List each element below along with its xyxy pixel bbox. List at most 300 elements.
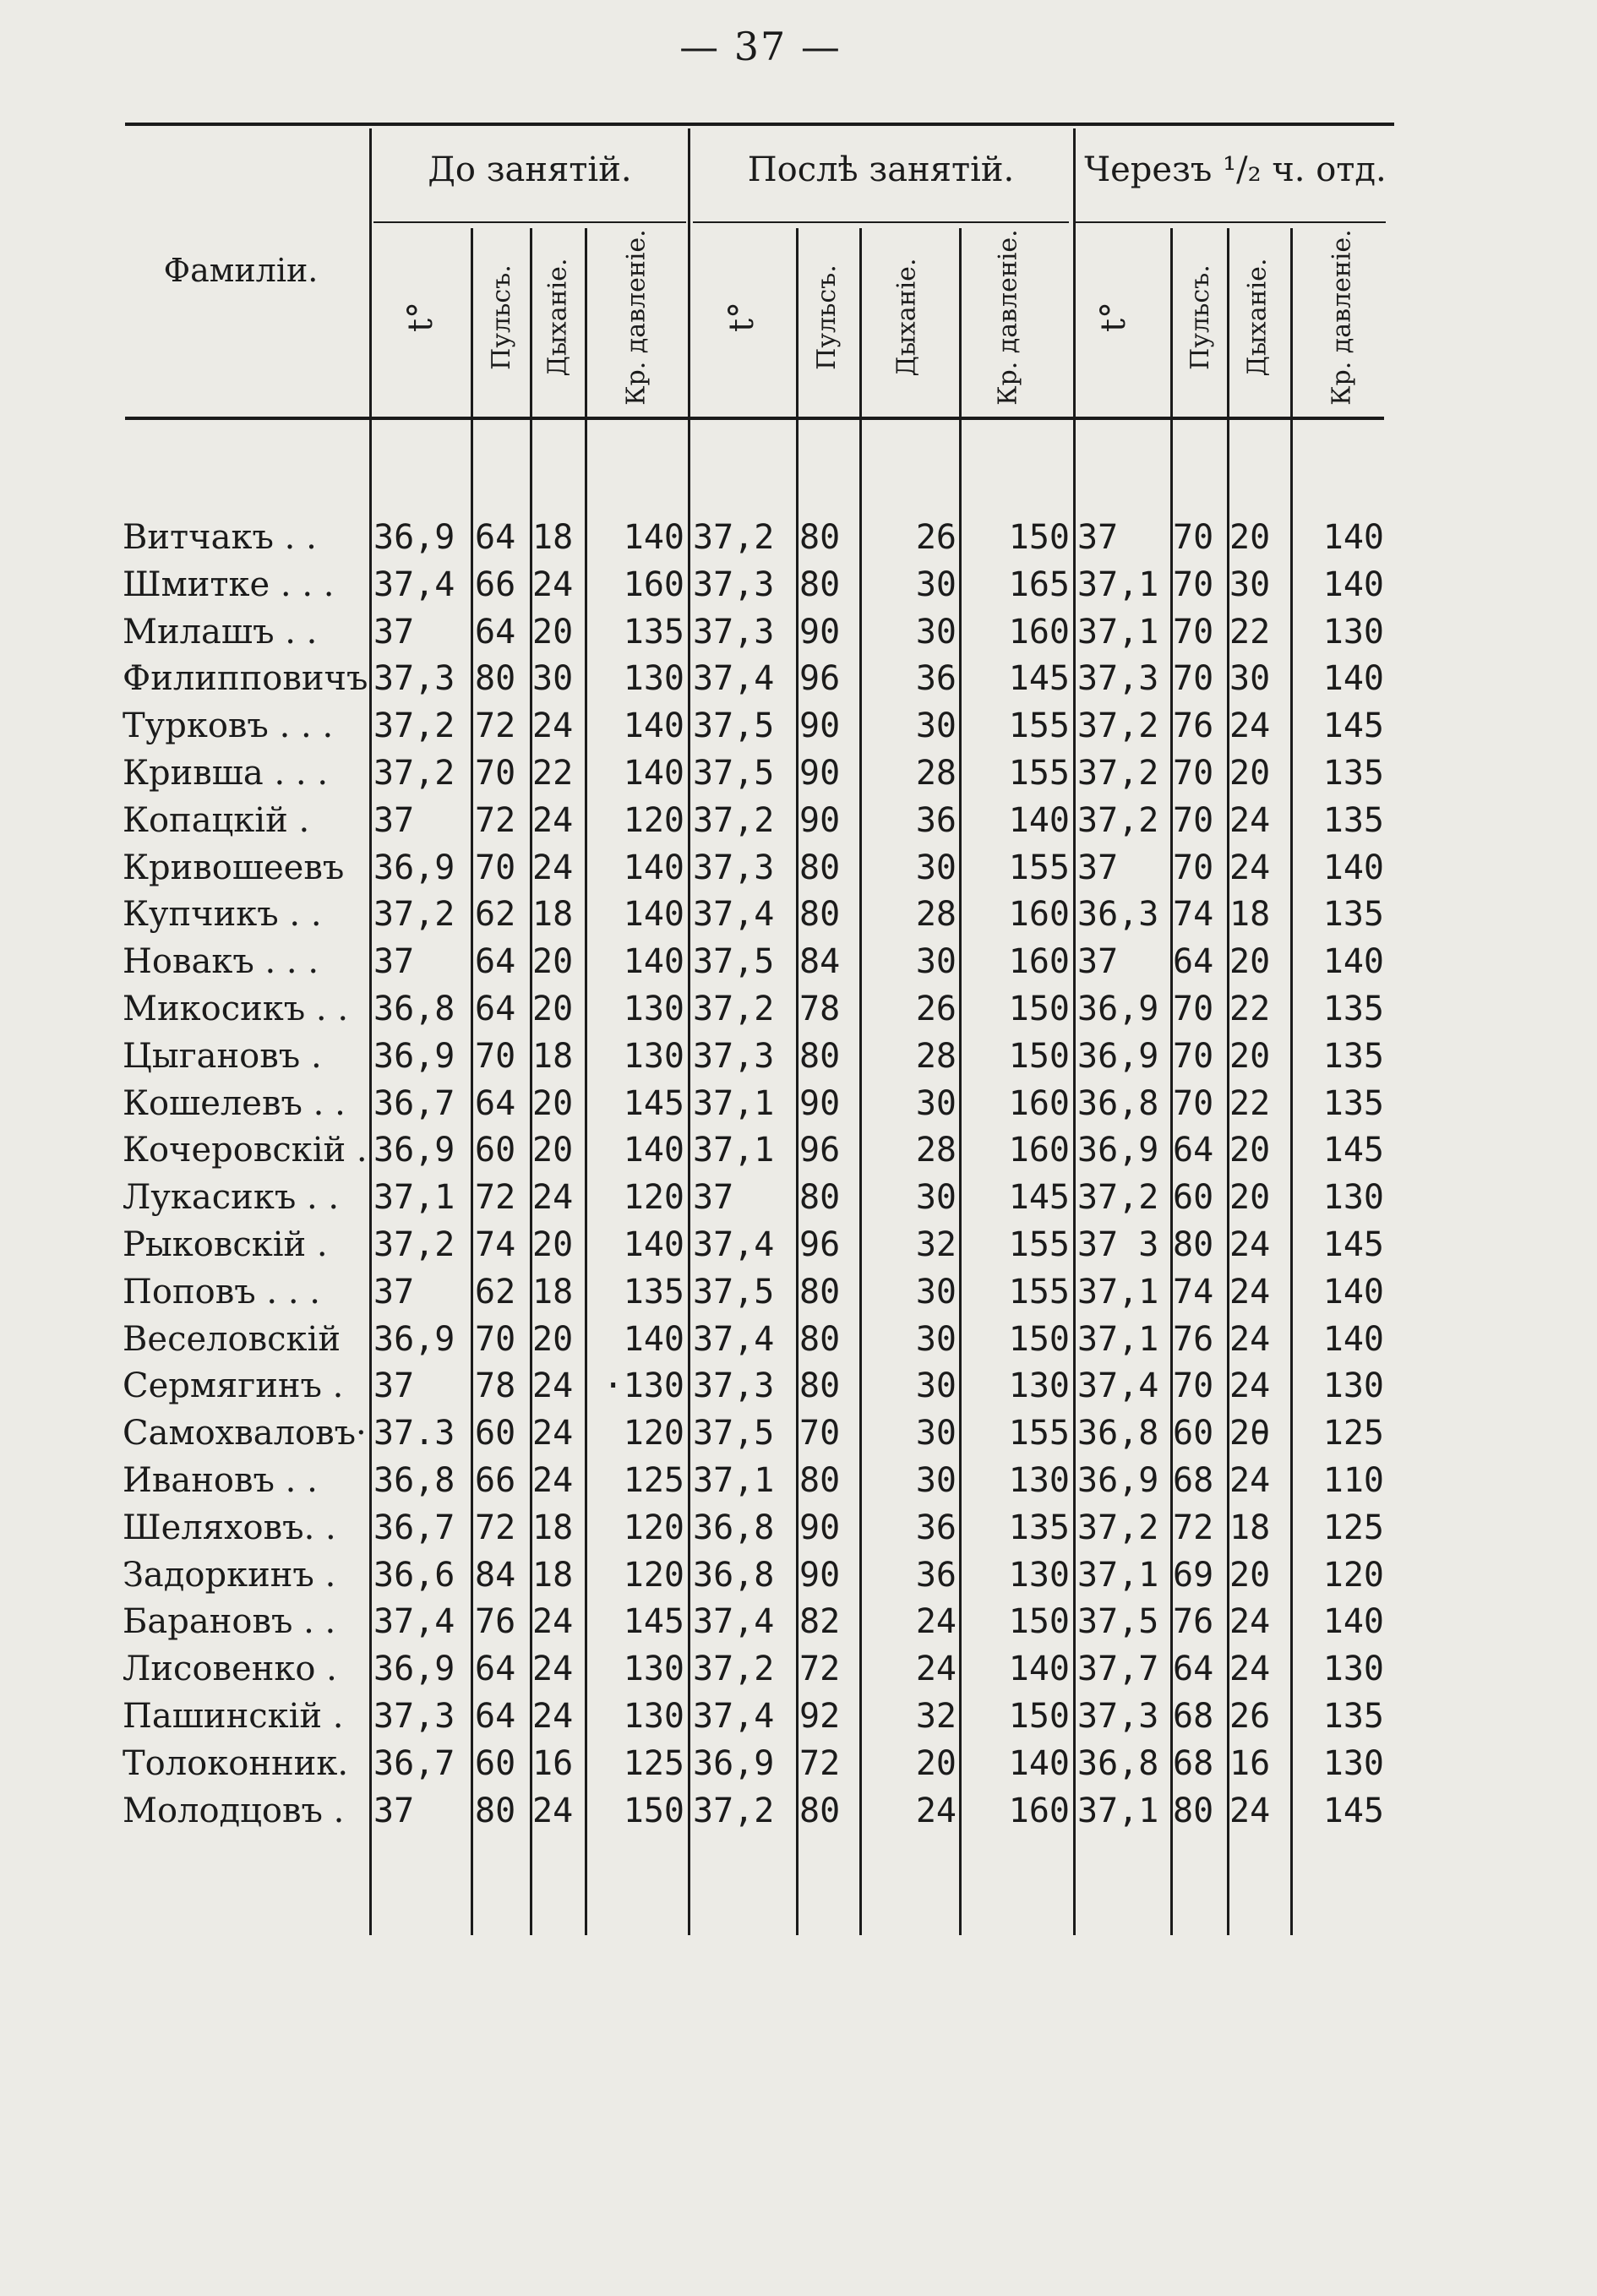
cell-pressure: ·130 bbox=[602, 1366, 684, 1405]
subhead-breath: Дыханіе. bbox=[1242, 258, 1273, 376]
cell-pressure: 125 bbox=[623, 1461, 684, 1500]
cell-pulse: 72 bbox=[475, 801, 516, 840]
cell-pulse: 70 bbox=[1173, 613, 1214, 652]
cell-breath: 18 bbox=[532, 1273, 574, 1312]
cell-pressure: 130 bbox=[1322, 1744, 1384, 1783]
cell-temp: 37,1 bbox=[693, 1084, 775, 1123]
cell-pulse: 80 bbox=[799, 895, 841, 934]
table-row bbox=[0, 1126, 1597, 1174]
row-surname: Новакъ . . . bbox=[123, 942, 319, 981]
cell-pressure: 140 bbox=[623, 518, 684, 557]
cell-temp: 37 bbox=[1077, 942, 1119, 981]
cell-pulse: 72 bbox=[475, 706, 516, 745]
cell-pressure: 125 bbox=[1322, 1508, 1384, 1547]
table-row bbox=[0, 891, 1597, 938]
cell-pulse: 70 bbox=[1173, 1037, 1214, 1076]
cell-pressure: 155 bbox=[1008, 1414, 1070, 1453]
cell-breath: 24 bbox=[532, 706, 574, 745]
cell-breath: 26 bbox=[1229, 1697, 1271, 1736]
table-row bbox=[0, 1174, 1597, 1221]
cell-temp: 37,3 bbox=[1077, 1697, 1159, 1736]
table-row bbox=[0, 561, 1597, 608]
cell-pressure: 160 bbox=[1008, 1084, 1070, 1123]
cell-pressure: 130 bbox=[1322, 1178, 1384, 1217]
cell-pressure: 140 bbox=[1322, 1602, 1384, 1641]
table-row bbox=[0, 1645, 1597, 1693]
cell-pulse: 64 bbox=[475, 518, 516, 557]
row-surname: Кривошеевъ bbox=[123, 848, 345, 887]
cell-pulse: 90 bbox=[799, 754, 841, 793]
cell-pressure: 140 bbox=[1008, 1650, 1070, 1688]
cell-breath: 24 bbox=[1229, 1320, 1271, 1359]
cell-pulse: 60 bbox=[1173, 1178, 1214, 1217]
cell-pulse: 64 bbox=[475, 1697, 516, 1736]
cell-pulse: 72 bbox=[799, 1744, 841, 1783]
table-row bbox=[0, 1316, 1597, 1363]
table-row bbox=[0, 608, 1597, 656]
page-number: — 37 — bbox=[679, 24, 842, 69]
cell-temp: 37,4 bbox=[693, 1225, 775, 1264]
cell-pressure: 150 bbox=[1008, 990, 1070, 1028]
cell-breath: 36 bbox=[915, 659, 957, 698]
cell-pulse: 70 bbox=[475, 754, 516, 793]
cell-pressure: 130 bbox=[623, 1650, 684, 1688]
cell-pressure: 145 bbox=[623, 1084, 684, 1123]
table-row bbox=[0, 655, 1597, 702]
cell-breath: 30 bbox=[915, 1320, 957, 1359]
cell-pressure: 155 bbox=[1008, 1273, 1070, 1312]
cell-temp: 36,9 bbox=[373, 1037, 455, 1076]
cell-pulse: 80 bbox=[475, 659, 516, 698]
cell-temp: 37 bbox=[373, 942, 415, 981]
cell-pressure: 130 bbox=[1008, 1366, 1070, 1405]
cell-breath: 26 bbox=[915, 518, 957, 557]
cell-pressure: 145 bbox=[623, 1602, 684, 1641]
row-surname: Лукасикъ . . bbox=[123, 1178, 340, 1217]
cell-temp: 37,5 bbox=[693, 1273, 775, 1312]
row-surname: Турковъ . . . bbox=[123, 706, 334, 745]
cell-temp: 37,1 bbox=[693, 1461, 775, 1500]
row-surname: Веселовскій bbox=[123, 1320, 341, 1359]
cell-temp: 37,2 bbox=[693, 990, 775, 1028]
cell-pressure: 125 bbox=[623, 1744, 684, 1783]
cell-pressure: 135 bbox=[1322, 990, 1384, 1028]
cell-temp: 36,7 bbox=[373, 1084, 455, 1123]
cell-temp: 36,9 bbox=[373, 1650, 455, 1688]
cell-pulse: 64 bbox=[475, 990, 516, 1028]
cell-pressure: 155 bbox=[1008, 1225, 1070, 1264]
cell-breath: 22 bbox=[1229, 1084, 1271, 1123]
cell-pulse: 60 bbox=[475, 1744, 516, 1783]
cell-temp: 36,9 bbox=[1077, 990, 1159, 1028]
row-surname: Барановъ . . bbox=[123, 1602, 336, 1641]
cell-pressure: 140 bbox=[623, 1320, 684, 1359]
row-surname: Молодцовъ . bbox=[123, 1792, 345, 1830]
cell-temp: 37,5 bbox=[1077, 1602, 1159, 1641]
cell-breath: 20 bbox=[1229, 754, 1271, 793]
cell-pulse: 60 bbox=[475, 1131, 516, 1170]
cell-temp: 37,3 bbox=[693, 1037, 775, 1076]
cell-temp: 37 bbox=[693, 1178, 734, 1217]
cell-temp: 37 3 bbox=[1077, 1225, 1159, 1264]
cell-temp: 37,3 bbox=[1077, 659, 1159, 698]
cell-temp: 37,3 bbox=[693, 1366, 775, 1405]
cell-breath: 28 bbox=[915, 895, 957, 934]
cell-temp: 37.3 bbox=[373, 1414, 455, 1453]
cell-pulse: 64 bbox=[475, 613, 516, 652]
cell-temp: 37,2 bbox=[1077, 801, 1159, 840]
cell-pressure: 160 bbox=[623, 565, 684, 604]
cell-pulse: 64 bbox=[1173, 942, 1214, 981]
cell-pulse: 80 bbox=[799, 565, 841, 604]
cell-pulse: 72 bbox=[1173, 1508, 1214, 1547]
cell-breath: 20 bbox=[1229, 1037, 1271, 1076]
cell-temp: 37,2 bbox=[373, 706, 455, 745]
cell-temp: 37 bbox=[373, 1366, 415, 1405]
cell-breath: 18 bbox=[532, 1508, 574, 1547]
cell-breath: 18 bbox=[1229, 895, 1271, 934]
cell-breath: 22 bbox=[1229, 613, 1271, 652]
cell-breath: 24 bbox=[532, 1650, 574, 1688]
cell-breath: 24 bbox=[1229, 1461, 1271, 1500]
group-before: До занятій. bbox=[428, 150, 632, 189]
cell-pulse: 78 bbox=[475, 1366, 516, 1405]
cell-breath: 24 bbox=[1229, 848, 1271, 887]
cell-temp: 37,7 bbox=[1077, 1650, 1159, 1688]
row-surname: Пашинскій . bbox=[123, 1697, 344, 1736]
row-surname: Купчикъ . . bbox=[123, 895, 322, 934]
table-row bbox=[0, 702, 1597, 750]
group-rest: Черезъ ¹/₂ ч. отд. bbox=[1084, 150, 1387, 189]
cell-pressure: 130 bbox=[1322, 613, 1384, 652]
cell-pulse: 96 bbox=[799, 1131, 841, 1170]
cell-breath: 20 bbox=[1229, 942, 1271, 981]
cell-pressure: 145 bbox=[1322, 1225, 1384, 1264]
cell-pressure: 150 bbox=[1008, 1602, 1070, 1641]
cell-pressure: 160 bbox=[1008, 895, 1070, 934]
cell-pressure: 140 bbox=[623, 942, 684, 981]
cell-temp: 37,4 bbox=[693, 659, 775, 698]
subhead-temp: t° bbox=[722, 301, 761, 333]
cell-pulse: 90 bbox=[799, 1084, 841, 1123]
cell-pulse: 72 bbox=[475, 1508, 516, 1547]
cell-breath: 20 bbox=[532, 1320, 574, 1359]
cell-temp: 37,4 bbox=[693, 895, 775, 934]
cell-pressure: 145 bbox=[1008, 1178, 1070, 1217]
cell-pressure: 130 bbox=[623, 990, 684, 1028]
cell-temp: 36,8 bbox=[693, 1556, 775, 1595]
table-row bbox=[0, 1268, 1597, 1316]
cell-temp: 37,3 bbox=[693, 565, 775, 604]
cell-pressure: 130 bbox=[1008, 1461, 1070, 1500]
cell-temp: 36,8 bbox=[693, 1508, 775, 1547]
cell-pulse: 70 bbox=[1173, 990, 1214, 1028]
cell-breath: 16 bbox=[1229, 1744, 1271, 1783]
cell-temp: 36,7 bbox=[373, 1508, 455, 1547]
cell-breath: 22 bbox=[532, 754, 574, 793]
cell-temp: 37 bbox=[1077, 518, 1119, 557]
cell-pressure: 130 bbox=[623, 1697, 684, 1736]
cell-temp: 36,6 bbox=[373, 1556, 455, 1595]
cell-pulse: 80 bbox=[799, 848, 841, 887]
cell-pulse: 66 bbox=[475, 1461, 516, 1500]
cell-temp: 37,3 bbox=[693, 613, 775, 652]
cell-breath: 24 bbox=[532, 1792, 574, 1830]
cell-breath: 24 bbox=[1229, 706, 1271, 745]
cell-pulse: 90 bbox=[799, 706, 841, 745]
cell-breath: 24 bbox=[532, 801, 574, 840]
cell-pulse: 76 bbox=[1173, 706, 1214, 745]
cell-pressure: 135 bbox=[1322, 1037, 1384, 1076]
row-surname: Филипповичъ bbox=[123, 659, 368, 698]
cell-pressure: 150 bbox=[623, 1792, 684, 1830]
cell-pulse: 80 bbox=[1173, 1792, 1214, 1830]
cell-pressure: 140 bbox=[1008, 801, 1070, 840]
cell-pulse: 76 bbox=[475, 1602, 516, 1641]
cell-breath: 36 bbox=[915, 801, 957, 840]
cell-pressure: 120 bbox=[623, 801, 684, 840]
cell-breath: 20 bbox=[1229, 1178, 1271, 1217]
cell-pulse: 70 bbox=[1173, 565, 1214, 604]
cell-pulse: 80 bbox=[1173, 1225, 1214, 1264]
cell-breath: 20 bbox=[915, 1744, 957, 1783]
cell-breath: 24 bbox=[1229, 1273, 1271, 1312]
cell-temp: 37,2 bbox=[373, 895, 455, 934]
cell-breath: 30 bbox=[532, 659, 574, 698]
table-row bbox=[0, 1598, 1597, 1645]
cell-breath: 30 bbox=[915, 1273, 957, 1312]
cell-breath: 24 bbox=[532, 1697, 574, 1736]
cell-pressure: 145 bbox=[1322, 706, 1384, 745]
cell-temp: 36,9 bbox=[373, 1131, 455, 1170]
cell-pulse: 68 bbox=[1173, 1697, 1214, 1736]
cell-temp: 36,3 bbox=[1077, 895, 1159, 934]
group-underline-3 bbox=[1075, 221, 1386, 223]
cell-temp: 37,1 bbox=[1077, 1273, 1159, 1312]
cell-pulse: 70 bbox=[1173, 801, 1214, 840]
table-row bbox=[0, 514, 1597, 561]
cell-breath: 28 bbox=[915, 1131, 957, 1170]
cell-pulse: 70 bbox=[1173, 659, 1214, 698]
cell-temp: 37,3 bbox=[693, 848, 775, 887]
cell-breath: 30 bbox=[915, 706, 957, 745]
cell-pulse: 80 bbox=[799, 1273, 841, 1312]
table-top-rule bbox=[125, 123, 1394, 126]
cell-temp: 36,9 bbox=[373, 1320, 455, 1359]
cell-pulse: 76 bbox=[1173, 1320, 1214, 1359]
cell-temp: 37,4 bbox=[693, 1320, 775, 1359]
cell-breath: 18 bbox=[532, 1037, 574, 1076]
cell-temp: 36,7 bbox=[373, 1744, 455, 1783]
cell-breath: 24 bbox=[532, 1366, 574, 1405]
subhead-temp: t° bbox=[1093, 301, 1133, 333]
table-row bbox=[0, 985, 1597, 1033]
cell-pulse: 69 bbox=[1173, 1556, 1214, 1595]
cell-breath: 28 bbox=[915, 754, 957, 793]
cell-breath: 18 bbox=[532, 895, 574, 934]
cell-temp: 37,1 bbox=[1077, 1556, 1159, 1595]
cell-pressure: 140 bbox=[623, 1225, 684, 1264]
cell-temp: 37,2 bbox=[1077, 706, 1159, 745]
cell-breath: 20 bbox=[532, 1131, 574, 1170]
cell-pressure: 135 bbox=[1322, 1697, 1384, 1736]
cell-pulse: 64 bbox=[1173, 1650, 1214, 1688]
cell-breath: 24 bbox=[1229, 1225, 1271, 1264]
cell-breath: 2θ bbox=[1229, 1414, 1271, 1453]
cell-pulse: 80 bbox=[799, 1037, 841, 1076]
cell-temp: 37,1 bbox=[373, 1178, 455, 1217]
cell-temp: 37 bbox=[373, 801, 415, 840]
cell-temp: 37,4 bbox=[693, 1697, 775, 1736]
table-row bbox=[0, 797, 1597, 844]
cell-breath: 20 bbox=[532, 1084, 574, 1123]
cell-breath: 20 bbox=[1229, 1131, 1271, 1170]
cell-breath: 36 bbox=[915, 1556, 957, 1595]
cell-pulse: 80 bbox=[799, 1461, 841, 1500]
table-row bbox=[0, 1221, 1597, 1268]
cell-pressure: 125 bbox=[1322, 1414, 1384, 1453]
table-row bbox=[0, 1410, 1597, 1457]
cell-pulse: 68 bbox=[1173, 1461, 1214, 1500]
row-surname: Поповъ . . . bbox=[123, 1273, 320, 1312]
cell-pressure: 140 bbox=[1322, 659, 1384, 698]
cell-pulse: 84 bbox=[799, 942, 841, 981]
cell-temp: 37,2 bbox=[1077, 1508, 1159, 1547]
table-row bbox=[0, 844, 1597, 892]
cell-pressure: 135 bbox=[623, 1273, 684, 1312]
cell-breath: 30 bbox=[915, 1366, 957, 1405]
cell-breath: 36 bbox=[915, 1508, 957, 1547]
row-surname: Рыковскій . bbox=[123, 1225, 328, 1264]
cell-pressure: 135 bbox=[1322, 801, 1384, 840]
cell-pulse: 70 bbox=[475, 1320, 516, 1359]
table-row bbox=[0, 1362, 1597, 1410]
cell-breath: 24 bbox=[1229, 1366, 1271, 1405]
cell-breath: 24 bbox=[1229, 1792, 1271, 1830]
cell-temp: 37,1 bbox=[1077, 1792, 1159, 1830]
cell-pressure: 140 bbox=[1008, 1744, 1070, 1783]
cell-pulse: 70 bbox=[475, 1037, 516, 1076]
cell-pressure: 160 bbox=[1008, 613, 1070, 652]
cell-breath: 30 bbox=[915, 1461, 957, 1500]
table-row bbox=[0, 1740, 1597, 1787]
cell-pulse: 62 bbox=[475, 1273, 516, 1312]
cell-pressure: 160 bbox=[1008, 1792, 1070, 1830]
cell-pulse: 80 bbox=[475, 1792, 516, 1830]
subhead-pressure: Кр. давленіе. bbox=[621, 228, 651, 406]
cell-breath: 26 bbox=[915, 990, 957, 1028]
cell-pulse: 74 bbox=[1173, 1273, 1214, 1312]
cell-breath: 20 bbox=[532, 1225, 574, 1264]
cell-pressure: 155 bbox=[1008, 848, 1070, 887]
cell-pressure: 120 bbox=[623, 1556, 684, 1595]
cell-breath: 20 bbox=[532, 990, 574, 1028]
cell-pressure: 140 bbox=[623, 706, 684, 745]
header-familii: Фамиліи. bbox=[163, 252, 319, 289]
row-surname: Кривша . . . bbox=[123, 754, 329, 793]
cell-pulse: 70 bbox=[1173, 518, 1214, 557]
cell-breath: 24 bbox=[915, 1792, 957, 1830]
cell-pressure: 140 bbox=[623, 848, 684, 887]
cell-pressure: 120 bbox=[1322, 1556, 1384, 1595]
cell-pressure: 160 bbox=[1008, 942, 1070, 981]
cell-breath: 20 bbox=[532, 613, 574, 652]
cell-temp: 37 bbox=[373, 1792, 415, 1830]
cell-breath: 24 bbox=[532, 848, 574, 887]
cell-pressure: 135 bbox=[1322, 754, 1384, 793]
cell-pressure: 140 bbox=[1322, 848, 1384, 887]
cell-breath: 24 bbox=[532, 565, 574, 604]
subhead-breath: Дыханіе. bbox=[542, 258, 573, 376]
row-surname: Кошелевъ . . bbox=[123, 1084, 346, 1123]
cell-temp: 37,2 bbox=[373, 1225, 455, 1264]
cell-pressure: 135 bbox=[1322, 895, 1384, 934]
row-surname: Задоркинъ . bbox=[123, 1556, 336, 1595]
cell-pressure: 140 bbox=[623, 895, 684, 934]
table-row bbox=[0, 1457, 1597, 1504]
cell-temp: 36,8 bbox=[373, 1461, 455, 1500]
row-surname: Кочеровскій . bbox=[123, 1131, 368, 1170]
cell-pressure: 130 bbox=[1322, 1366, 1384, 1405]
cell-breath: 30 bbox=[1229, 565, 1271, 604]
cell-pressure: 165 bbox=[1008, 565, 1070, 604]
cell-breath: 30 bbox=[915, 1414, 957, 1453]
cell-breath: 30 bbox=[915, 1084, 957, 1123]
cell-breath: 20 bbox=[1229, 518, 1271, 557]
cell-temp: 37,1 bbox=[1077, 613, 1159, 652]
cell-breath: 24 bbox=[532, 1602, 574, 1641]
cell-pulse: 74 bbox=[1173, 895, 1214, 934]
cell-pulse: 78 bbox=[799, 990, 841, 1028]
cell-temp: 37 bbox=[373, 1273, 415, 1312]
cell-temp: 37,2 bbox=[693, 801, 775, 840]
cell-breath: 18 bbox=[1229, 1508, 1271, 1547]
cell-temp: 37,5 bbox=[693, 1414, 775, 1453]
cell-pressure: 140 bbox=[623, 1131, 684, 1170]
subhead-temp: t° bbox=[401, 301, 440, 333]
cell-temp: 37,4 bbox=[1077, 1366, 1159, 1405]
row-surname: Милашъ . . bbox=[123, 613, 318, 652]
cell-breath: 24 bbox=[532, 1178, 574, 1217]
table-row bbox=[0, 1787, 1597, 1835]
table-row bbox=[0, 1504, 1597, 1552]
cell-breath: 28 bbox=[915, 1037, 957, 1076]
cell-pressure: 135 bbox=[1008, 1508, 1070, 1547]
cell-breath: 16 bbox=[532, 1744, 574, 1783]
row-surname: Ивановъ . . bbox=[123, 1461, 318, 1500]
cell-pulse: 60 bbox=[1173, 1414, 1214, 1453]
group-after: Послѣ занятій. bbox=[747, 150, 1015, 189]
cell-pressure: 150 bbox=[1008, 1320, 1070, 1359]
cell-pulse: 80 bbox=[799, 1792, 841, 1830]
cell-breath: 30 bbox=[1229, 659, 1271, 698]
row-surname: Копацкій . bbox=[123, 801, 310, 840]
cell-pressure: 140 bbox=[1322, 1273, 1384, 1312]
cell-breath: 24 bbox=[915, 1602, 957, 1641]
cell-temp: 36,9 bbox=[1077, 1037, 1159, 1076]
cell-pressure: 135 bbox=[1322, 1084, 1384, 1123]
table-row bbox=[0, 1080, 1597, 1127]
row-surname: Сермягинъ . bbox=[123, 1366, 344, 1405]
cell-pulse: 70 bbox=[1173, 754, 1214, 793]
cell-temp: 37,2 bbox=[373, 754, 455, 793]
row-surname: Лисовенко . bbox=[123, 1650, 337, 1688]
cell-pulse: 74 bbox=[475, 1225, 516, 1264]
cell-breath: 24 bbox=[532, 1414, 574, 1453]
cell-pulse: 80 bbox=[799, 1366, 841, 1405]
cell-temp: 37,4 bbox=[373, 565, 455, 604]
cell-temp: 37,4 bbox=[693, 1602, 775, 1641]
